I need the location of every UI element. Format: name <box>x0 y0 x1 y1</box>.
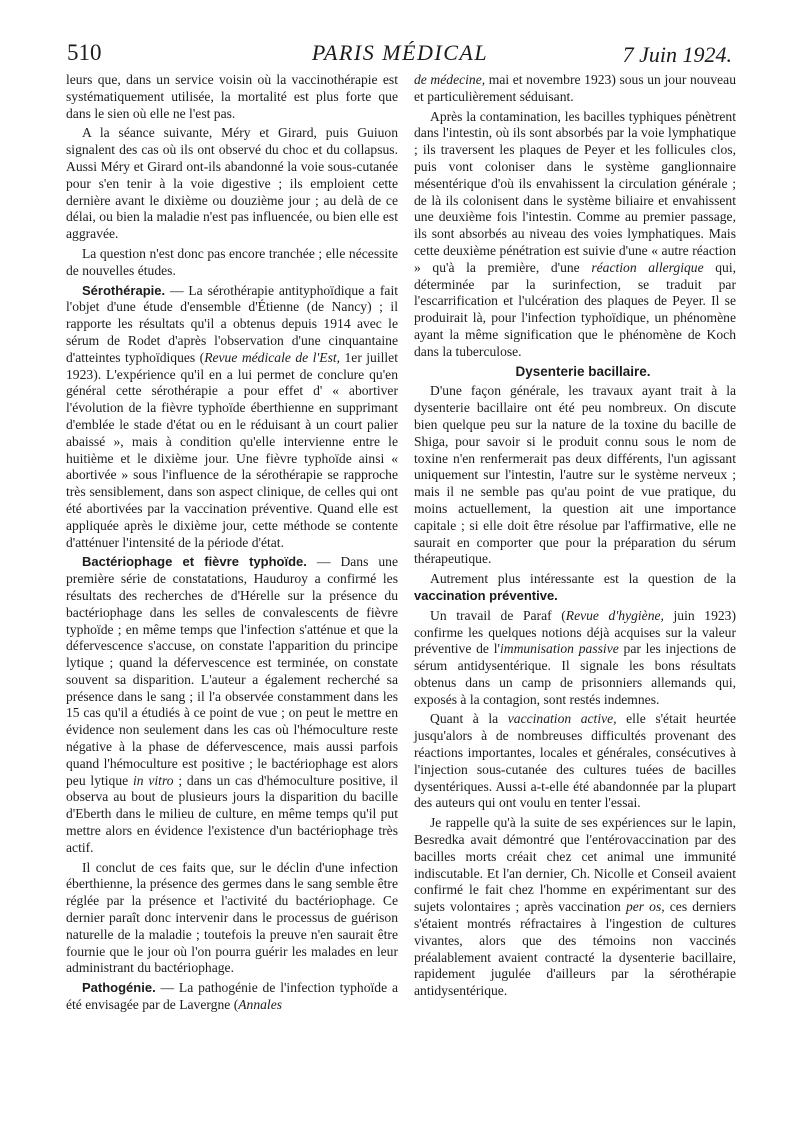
text-run: 1er juillet 1923). L'expérience qu'il en a lui permet de conclure qu'en général cette sérothérapie a pour effet d' « abortiver l'évolution de la fièvre typhoïde éberthienne en supprimant d'emblée le stade d'état ou en le réduisant à un court palier abaissé », mais à condition qu'elle intervienne entre le huitième et le dixième jour. Une fièvre typhoïde ainsi « abortivée » sous l'influence de la sérothérapie se rapproche très sensiblement, dans son aspect clinique, de celles qui ont été abortivées par la vaccination préventive. Quand elle est appliquée après le dixième jour, cette méthode se contente d'atténuer l'intensité de la période d'état. <box>66 349 398 550</box>
subheading-vaccination-preventive: vaccination préventive. <box>414 587 558 603</box>
term-immunisation-passive: immunisation passive <box>499 641 619 657</box>
paragraph-dysenterie-intro: D'une façon générale, les travaux ayant trait à la dysenterie bacillaire ont été peu nombreux. On discute bien quelque peu sur la nature de la toxine du bacille de Shiga, pour savoir si le produit connu sous le nom de toxine n'en renfermerait pas deux différents, l'un agissant uniquement sur l'intestin, l'autre sur le système nerveux ; mais il ne semble pas qu'au point de vue pratique, du moins actuellement, la question ait une importance capitale ; si elle doit être résolue par l'affirmative, elle ne saurait en comporter que pour la préparation du sérum thérapeutique. <box>414 383 736 567</box>
citation-revue-medicale-est: Revue médicale de l'Est, <box>204 349 341 365</box>
paragraph-paraf <box>414 608 736 709</box>
text-run: qui, déterminée par la surinfection, se traduit par l'escarrification et l'ulcération des plaques de Peyer. Il se produirait là, pour l'infection typhoïdique, un phénomène ayant la même signification que le phénomène de Koch dans la tuberculose. <box>414 259 737 359</box>
paragraph-bacteriophage <box>66 554 398 856</box>
issue-date: 7 Juin 1924. <box>622 42 732 67</box>
left-column <box>66 72 398 1017</box>
page-number: 510 <box>67 40 102 65</box>
paragraph-pathogenie <box>66 980 398 1014</box>
text-run: Je rappelle qu'à la suite de ses expériences sur le lapin, Besredka avait démontré que l'entérovaccination par des bacilles morts créait chez cet animal une immunité indiscutable. Et l'an dernier, Ch. Nicolle et Conseil avaient confirmé le fait chez l'homme en expérimentant sur des sujets volontaires ; après vaccination <box>414 815 736 915</box>
subheading-pathogenie: Pathogénie. <box>82 980 156 996</box>
term-in-vitro: in vitro <box>133 772 174 788</box>
text-run: — Dans une première série de constatations, Hauduroy a confirmé les résultats des recherches de d'Hérelle sur la présence du bactériophage dans les selles de convalescents de fièvre typhoïde ; en même temps que l'infection s'atténue et que la défervescence s'accuse, on constate l'apparition du principe lytique ; quand la défervescence est terminée, on constate souvent sa disparition. L'auteur a également recherché sa présence dans le sang ; il l'a observée constamment dans les 15 cas qu'il a étudiés à ce point de vue ; on peut le mettre en évidence non seulement dans les cas où l'hémoculture reste négative à la phase de défervescence, mais aussi parfois quand l'hémoculture est positive ; le bactériophage est alors peu lytique <box>66 554 398 788</box>
right-column <box>414 72 736 1003</box>
citation-annales-medecine: de médecine, <box>414 72 486 87</box>
term-reaction-allergique: réaction allergique <box>591 259 704 275</box>
term-vaccination-active: vaccination active, <box>507 711 617 727</box>
journal-title: PARIS MÉDICAL <box>311 40 489 65</box>
paragraph-question-open: La question n'est donc pas encore tranchée ; elle nécessite de nouvelles études. <box>66 245 398 278</box>
text-run: — La pathogénie de l'infection typhoïde a été envisagée par de Lavergne ( <box>66 980 398 1013</box>
paragraph-besredka <box>414 815 736 1000</box>
text-run: — La sérothérapie antityphoïdique a fait l'objet d'une étude d'ensemble d'Étienne (de Nancy) ; il rapporte les résultats qu'il a obtenus depuis 1914 avec le sérum de Rodet d'après l'observation d'une cinquantaine d'atteintes typhoïdiques ( <box>66 282 398 365</box>
subheading-bacteriophage: Bactériophage et fièvre typhoïde. <box>82 554 307 570</box>
text-run: elle s'était heurtée jusqu'alors à de nombreuses difficultés provenant des réactions importantes, locales et générales, consécutives à l'injection sous-cutanée des cultures tuées de bacilles dysentériques. Aussi a-t-elle été abandonnée par la plupart des auteurs qui ont voulu en tenter l'essai. <box>414 711 737 811</box>
section-title-dysenterie: Dysenterie bacillaire. <box>515 363 651 379</box>
text-run: mai et novembre 1923) sous un jour nouveau et particulièrement séduisant. <box>414 72 737 104</box>
paragraph-contamination <box>414 109 736 361</box>
term-per-os: per os, <box>625 899 665 915</box>
text-run: juin 1923) confirme les quelques notions déjà acquises sur la valeur préventive de l' <box>414 607 736 657</box>
subheading-serotherapie: Sérothérapie. <box>82 282 166 298</box>
paragraph-vaccination-active <box>414 711 736 812</box>
text-run: Après la contamination, les bacilles typhiques pénètrent dans l'intestin, où ils sont absorbés par la voie lymphatique ; ils traversent les plaques de Peyer et les follicules clos, puis vont coloniser dans le système ganglionnaire mésentérique d'où ils envahissent la circulation générale ; de là ils colonisent dans le système biliaire et envahissent une deuxième fois l'intestin. Comme au premier passage, ils sont absorbés au niveau des voies lymphatiques. Mais cette deuxième pénétration est suivie d'une « autre réaction » qu'à la première, d'une <box>414 108 736 275</box>
text-run: par les injections de sérum antidysentérique. Il signale les bons résultats obtenus dans un camp de prisonniers allemands qui, exposés à la contagion, sont restés indemnes. <box>414 641 736 707</box>
paragraph-conclusion-bacteriophage: Il conclut de ces faits que, sur le déclin d'une infection éberthienne, la présence des germes dans le sang semble être réglée par la présence et l'activité du bactériophage. Ce dernier paraît donc intervenir dans le processus de guérison naturelle de la maladie ; toutefois la preuve n'en saurait être fournie que le jour où l'on pourra guérir les malades en leur administrant du bactériophage. <box>66 859 398 976</box>
citation-annales: Annales <box>238 997 283 1013</box>
paragraph-vaccinotherapie-end: leurs que, dans un service voisin où la vaccinothérapie est systématiquement utilisée, la mortalité est plus forte que dans le sien où elle ne l'est pas. <box>66 72 398 121</box>
text-run: Quant à la <box>430 711 508 727</box>
text-run: Autrement plus intéressante est la question de la <box>430 571 736 587</box>
text-run: ces derniers s'étaient montrés réfractaires à l'ingestion de cultures vivantes, alors que des témoins non vaccinés préalablement avaient contracté la dysenterie bacillaire, rapidement jugulée d'ailleurs par la sérothérapie antidysentérique. <box>414 899 737 999</box>
text-run: Un travail de Paraf ( <box>430 607 566 623</box>
paragraph-vaccination-preventive <box>414 571 736 605</box>
paragraph-serotherapie <box>66 283 398 552</box>
paragraph-pathogenie-continued <box>414 72 736 106</box>
citation-revue-hygiene: Revue d'hygiène, <box>565 607 664 623</box>
text-run: ; dans un cas d'hémoculture positive, il observa au bout de plusieurs jours la disparition du bacille d'Eberth dans le milieu de culture, en même temps qu'il put mettre alors en évidence l'existence d'un bactériophage très actif. <box>66 772 398 855</box>
paragraph-mery-girard: A la séance suivante, Méry et Girard, puis Guiuon signalent des cas où ils ont observé du choc et du collapsus. Aussi Méry et Girard ont-ils abandonné la voie sous-cutanée pour s'en tenir à la voie digestive ; ils emploient cette dernière avant le dixième ou douzième jour ; au delà de ce délai, ou bien la maladie n'est pas influencée, ou bien elle est aggravée. <box>66 125 398 242</box>
